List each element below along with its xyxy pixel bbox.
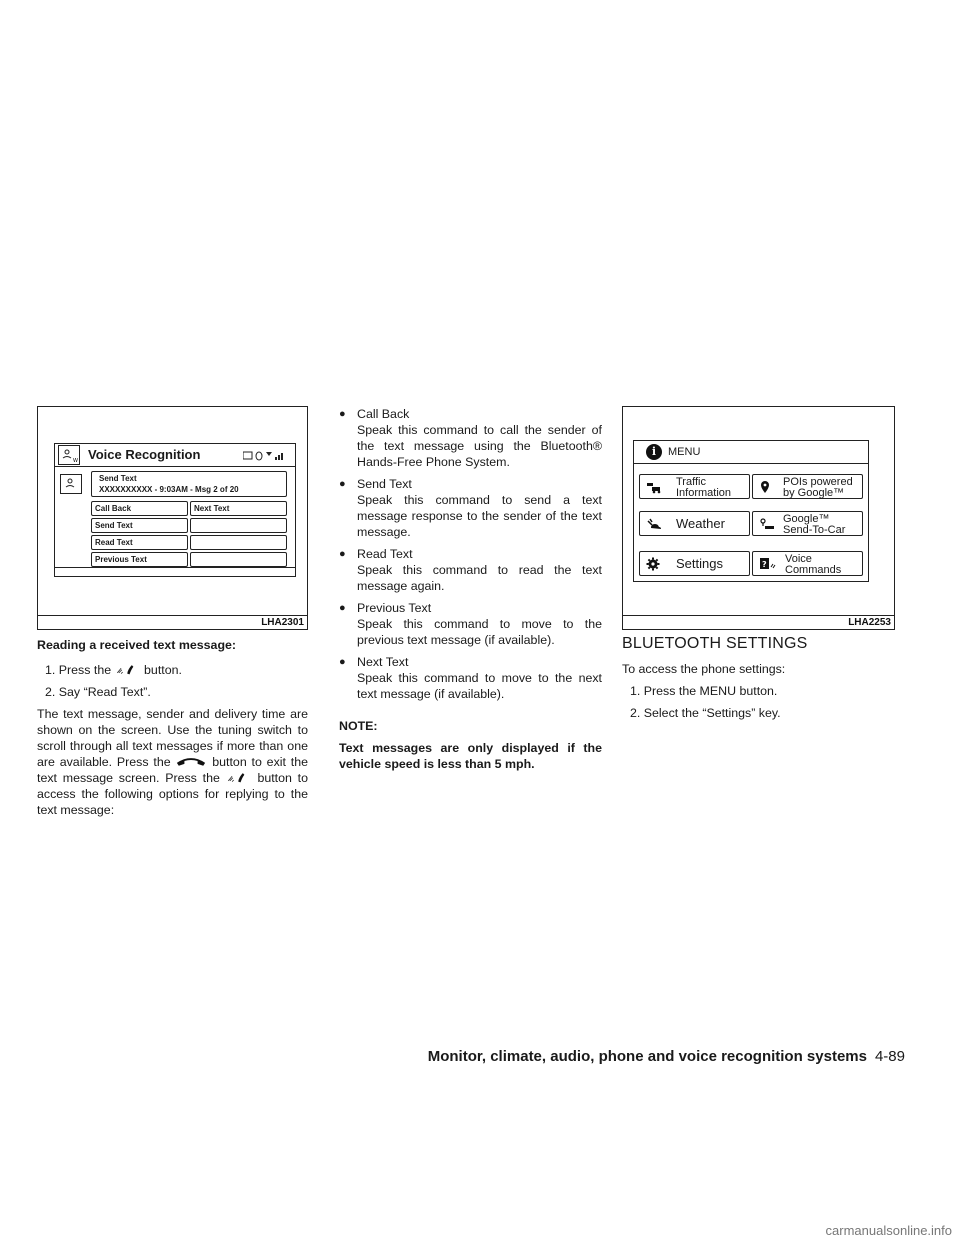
- figure-label: LHA2301: [261, 617, 304, 628]
- bullet-desc: Speak this command to send a text message response to the sender of the text message.: [357, 493, 602, 539]
- figure-voice-recognition: [37, 406, 308, 630]
- weather-icon: [646, 517, 662, 535]
- screen-title: Voice Recognition: [88, 447, 201, 462]
- menu-header: [634, 441, 868, 464]
- message-icon: [60, 474, 82, 494]
- read-text-button[interactable]: Read Text: [91, 535, 188, 550]
- step-1-end: button.: [144, 663, 182, 677]
- voice-recognition-screen: [54, 443, 296, 577]
- svg-text:?: ?: [762, 560, 767, 569]
- empty-button-4: [190, 552, 287, 567]
- traffic-icon: [646, 480, 662, 498]
- talk-button-icon: [115, 662, 141, 676]
- bullet-desc: Speak this command to move to the next text message (if available).: [357, 671, 602, 701]
- bullet-title: Call Back: [357, 407, 410, 421]
- phone-end-icon: [175, 754, 207, 768]
- paragraph-part-1: The text message, sender and delivery time are shown on the screen. Use the tuning switch to scroll through all text messages if more than one are available. Press the: [37, 707, 308, 769]
- page-number: 4-89: [874, 1048, 905, 1065]
- bullet-title: Previous Text: [357, 601, 432, 615]
- message-details: XXXXXXXXXX - 9:03AM - Msg 2 of 20: [99, 485, 239, 494]
- bullet-desc: Speak this command to call the sender of the text message using the Bluetooth® Hands-Free Phone System.: [357, 423, 602, 469]
- pois-line-1: POIs powered: [783, 476, 853, 488]
- figure-label: LHA2253: [848, 617, 891, 628]
- bullet-item: [339, 406, 602, 470]
- bullet-title: Read Text: [357, 547, 413, 561]
- next-text-button[interactable]: Next Text: [190, 501, 287, 516]
- message-type: Send Text: [99, 474, 137, 483]
- google-line-1: Google™: [783, 513, 830, 525]
- bullet-item: [339, 476, 602, 540]
- pin-icon: [759, 480, 771, 498]
- bullet-title: Next Text: [357, 655, 409, 669]
- settings-button[interactable]: [639, 551, 750, 576]
- bullet-item: [339, 546, 602, 594]
- empty-button-2: [190, 518, 287, 533]
- menu-screen: [633, 440, 869, 582]
- voice-line-2: Commands: [785, 564, 842, 576]
- page-footer: [428, 1048, 905, 1065]
- voice-line-1: Voice: [785, 553, 812, 565]
- step-2: 2. Say “Read Text”.: [45, 685, 151, 699]
- paragraph-part-3: button to access the following options for replying to the text message:: [37, 771, 308, 817]
- bullet-dot: ●: [339, 408, 346, 420]
- status-icons: [243, 451, 287, 463]
- section-title: BLUETOOTH SETTINGS: [622, 635, 808, 652]
- google-send-to-car-button[interactable]: [752, 511, 863, 536]
- bullet-item: [339, 654, 602, 702]
- voice-commands-button[interactable]: [752, 551, 863, 576]
- chapter-title: Monitor, climate, audio, phone and voice recognition systems: [427, 1048, 867, 1065]
- send-text-button[interactable]: Send Text: [91, 518, 188, 533]
- paragraph-part-2: button to exit the text message screen. Press the: [37, 755, 308, 785]
- figure-separator: [38, 615, 307, 616]
- column-3: [622, 636, 895, 721]
- bullet-dot: ●: [339, 602, 346, 614]
- talk-button-icon-2: [226, 770, 252, 784]
- column-1: [37, 637, 308, 818]
- body-paragraph: [37, 706, 308, 818]
- bullet-dot: ●: [339, 548, 346, 560]
- bullet-desc: Speak this command to read the text message again.: [357, 563, 602, 593]
- traffic-information-button[interactable]: [639, 474, 750, 499]
- empty-button-3: [190, 535, 287, 550]
- step-1: 1. Press the MENU button.: [630, 684, 778, 698]
- google-line-2: Send-To-Car: [783, 524, 846, 536]
- weather-label: Weather: [676, 516, 725, 531]
- pois-button[interactable]: [752, 474, 863, 499]
- settings-label: Settings: [676, 556, 723, 571]
- svg-text:W: W: [73, 458, 78, 464]
- traffic-line-1: Traffic: [676, 476, 706, 488]
- weather-button[interactable]: [639, 511, 750, 536]
- figure-separator: [623, 615, 894, 616]
- pois-line-2: by Google™: [783, 487, 845, 499]
- info-icon: i: [646, 444, 662, 460]
- call-back-button[interactable]: Call Back: [91, 501, 188, 516]
- screen-bottom-line: [55, 567, 295, 568]
- intro-text: To access the phone settings:: [622, 662, 786, 676]
- note-label: NOTE:: [339, 719, 378, 733]
- watermark: carmanualsonline.info: [825, 1223, 952, 1238]
- previous-text-button[interactable]: Previous Text: [91, 552, 188, 567]
- step-1-text: 1. Press the: [45, 663, 112, 677]
- voice-recognition-icon: [58, 445, 80, 465]
- bullet-dot: ●: [339, 656, 346, 668]
- screen-title-bar: [55, 444, 295, 467]
- bullet-item: [339, 600, 602, 648]
- voice-commands-icon: [759, 557, 777, 575]
- step-1: [37, 662, 308, 678]
- bullet-title: Send Text: [357, 477, 412, 491]
- gear-icon: [646, 557, 660, 575]
- bullet-desc: Speak this command to move to the previous text message (if available).: [357, 617, 602, 647]
- note-text: Text messages are only displayed if the vehicle speed is less than 5 mph.: [339, 741, 602, 771]
- bullet-dot: ●: [339, 478, 346, 490]
- message-header: [91, 471, 287, 497]
- step-2: 2. Select the “Settings” key.: [630, 706, 781, 720]
- figure-menu: [622, 406, 895, 630]
- column-2: [339, 406, 602, 772]
- traffic-line-2: Information: [676, 487, 732, 499]
- send-to-car-icon: [759, 517, 775, 535]
- section-heading: Reading a received text message:: [37, 638, 237, 652]
- menu-title: MENU: [668, 446, 701, 458]
